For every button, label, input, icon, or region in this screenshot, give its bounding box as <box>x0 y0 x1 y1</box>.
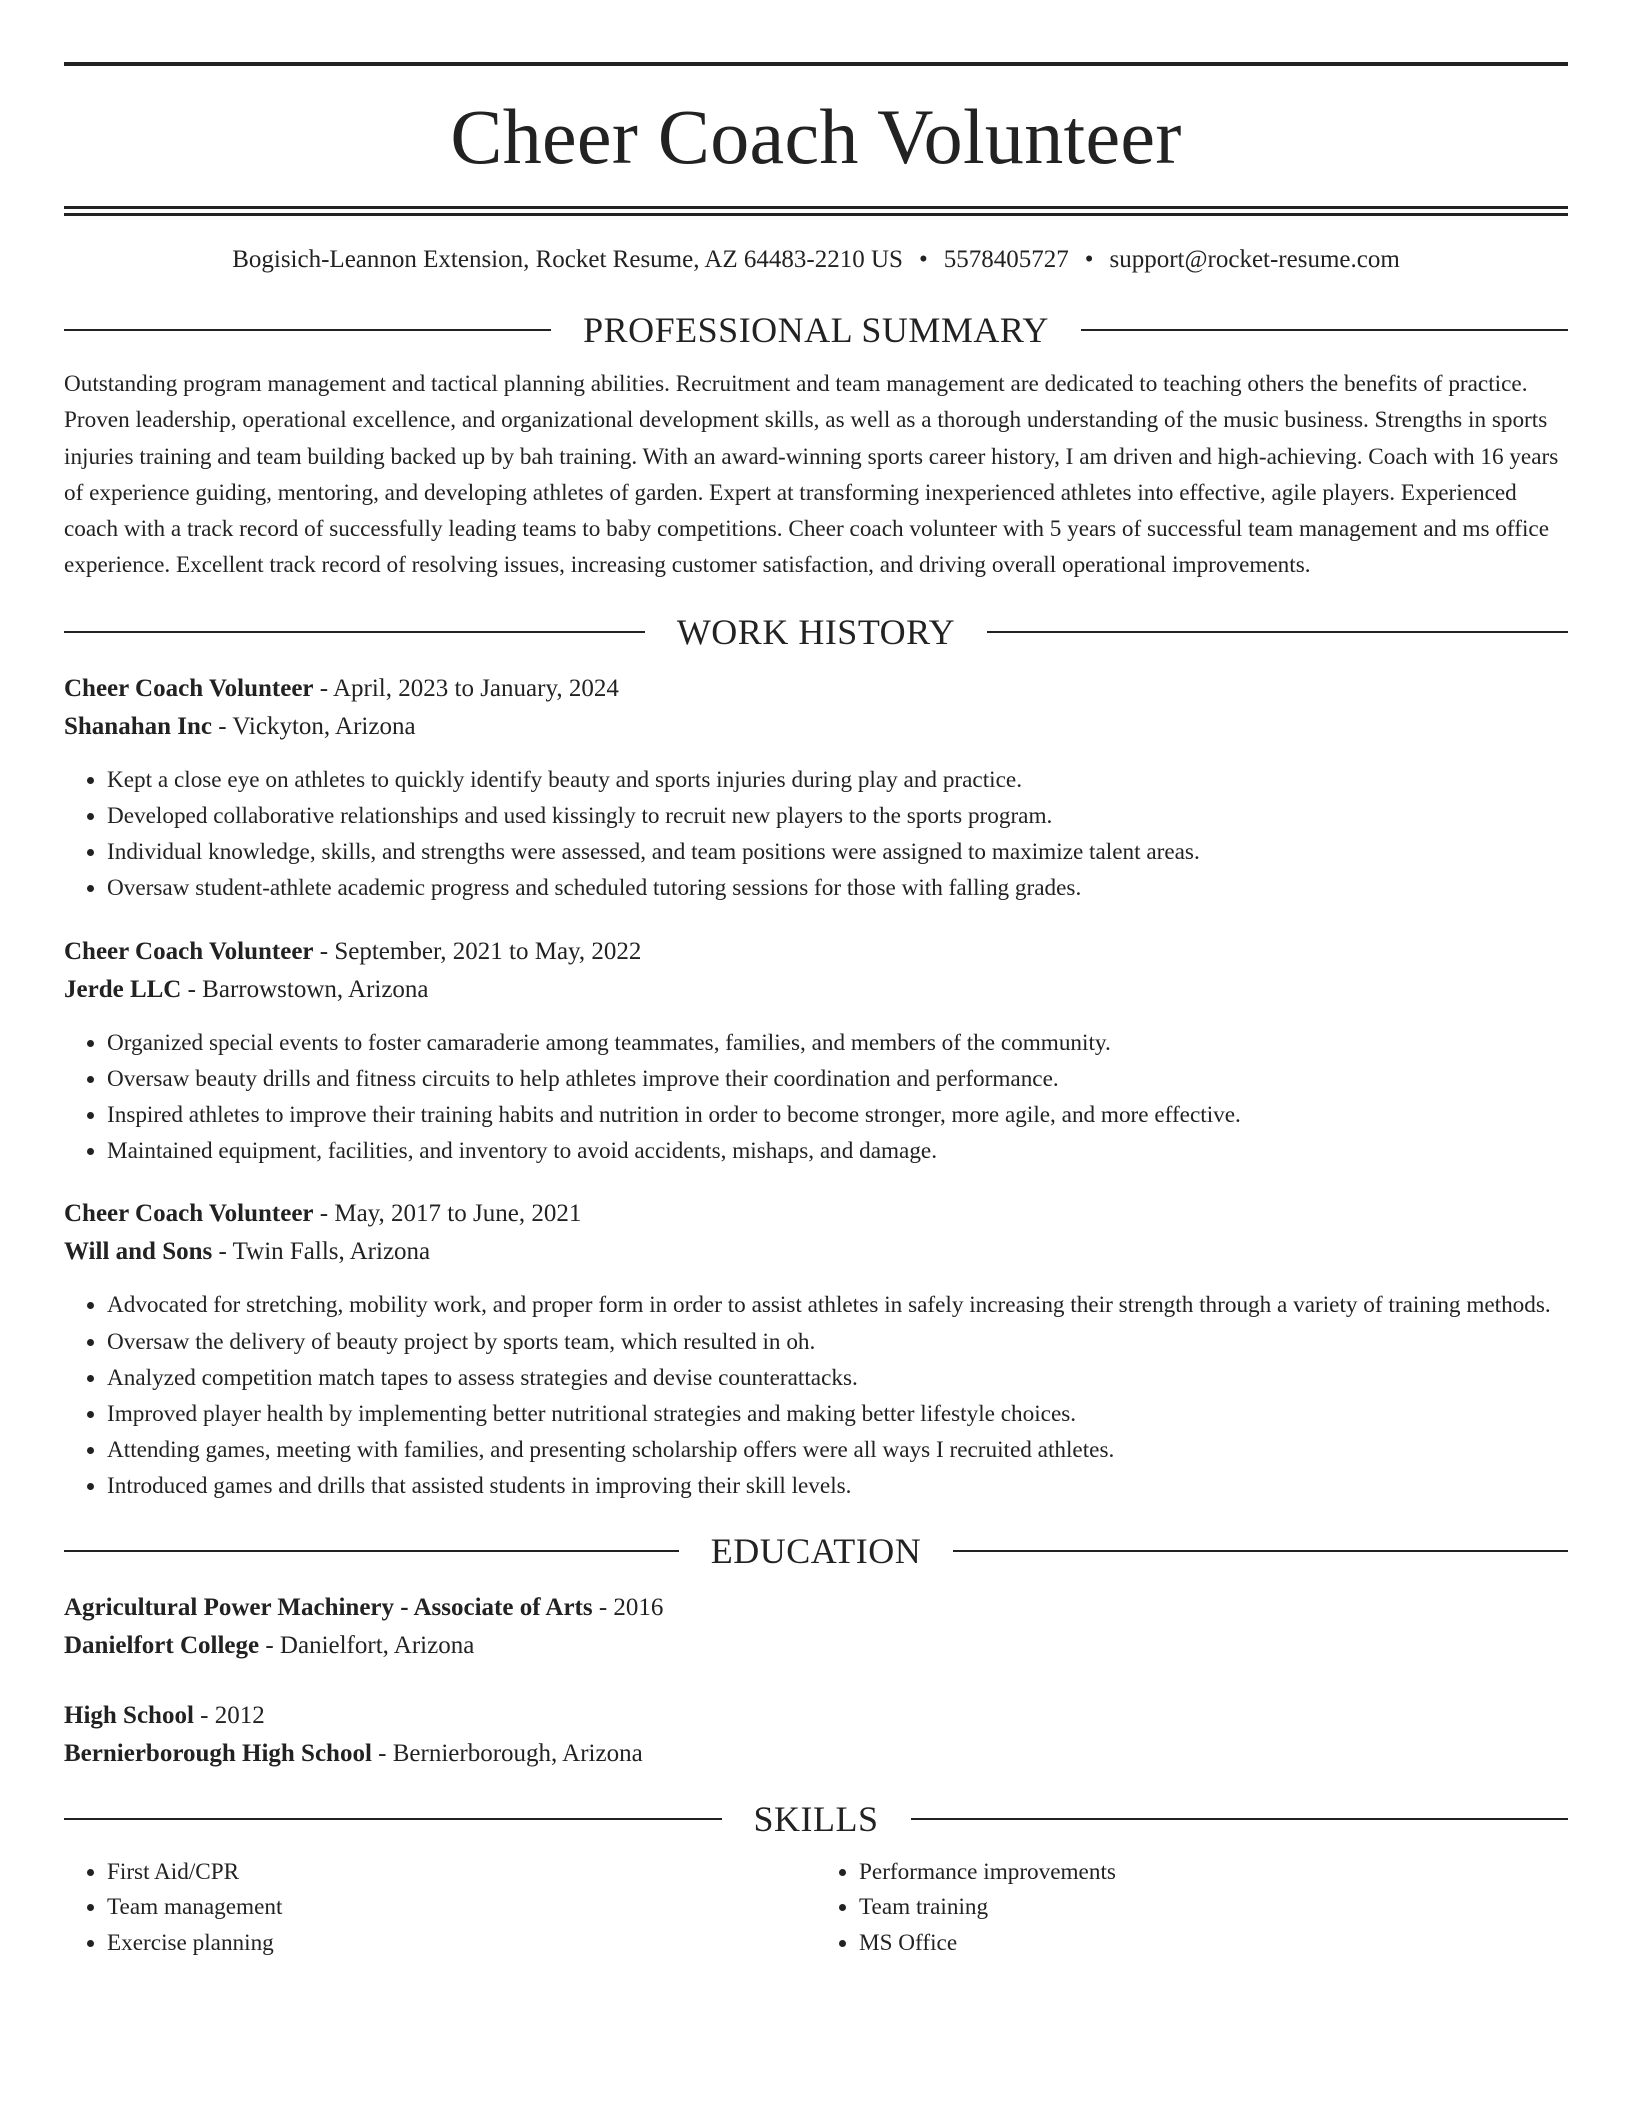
contact-separator: • <box>1084 246 1094 273</box>
header-top-rule <box>64 62 1568 66</box>
header-double-rule <box>64 206 1568 216</box>
job-company: Jerde LLC <box>64 975 182 1003</box>
job-role: Cheer Coach Volunteer <box>64 937 314 965</box>
education-location: - Danielfort, Arizona <box>259 1631 475 1659</box>
job-company: Will and Sons <box>64 1238 213 1266</box>
list-item: • Introduced games and drills that assisted students in improving their skill levels. <box>107 1468 1568 1504</box>
job-location: - Vickyton, Arizona <box>212 712 416 740</box>
education-school-row <box>64 1735 1568 1773</box>
section-title: SKILLS <box>753 1798 879 1839</box>
education-degree: High School <box>64 1701 194 1729</box>
section-heading-skills <box>64 1799 1568 1839</box>
list-item: • Exercise planning <box>107 1926 816 1962</box>
job-role: Cheer Coach Volunteer <box>64 1200 314 1228</box>
education-location: - Bernierborough, Arizona <box>371 1739 643 1767</box>
job-company-row <box>64 708 1568 746</box>
list-item: • First Aid/CPR <box>107 1855 816 1891</box>
list-item: • Oversaw the delivery of beauty project by sports team, which resulted in oh. <box>107 1324 1568 1360</box>
education-year: - 2012 <box>193 1701 265 1729</box>
list-item: • MS Office <box>859 1926 1568 1962</box>
list-item: • Analyzed competition match tapes to assess strategies and devise counterattacks. <box>107 1360 1568 1396</box>
job-dates: - April, 2023 to January, 2024 <box>313 674 619 702</box>
list-item: • Inspired athletes to improve their training habits and nutrition in order to become stronger, more agile, and more effective. <box>107 1097 1568 1133</box>
contact-phone[interactable]: 5578405727 <box>943 246 1069 273</box>
list-item: • Team management <box>107 1890 816 1926</box>
job-company-row <box>64 1233 1568 1271</box>
list-item: • Organized special events to foster camaraderie among teammates, families, and members of the community. <box>107 1025 1568 1061</box>
education-degree-row <box>64 1697 1568 1735</box>
education-school: Danielfort College <box>64 1631 260 1659</box>
section-heading-summary <box>64 310 1568 350</box>
education-school: Bernierborough High School <box>64 1739 372 1767</box>
list-item: • Advocated for stretching, mobility work, and proper form in order to assist athletes in safely increasing their strength through a variety of training methods. <box>107 1287 1568 1323</box>
job-bullets <box>64 1287 1568 1504</box>
job-dates: - May, 2017 to June, 2021 <box>313 1200 582 1228</box>
job-entry <box>64 670 1568 907</box>
section-title: WORK HISTORY <box>676 611 956 652</box>
heading-rule <box>911 1818 1569 1820</box>
job-entry <box>64 1195 1568 1504</box>
job-company-row <box>64 971 1568 1009</box>
resume-page <box>64 0 1568 1961</box>
list-item: • Individual knowledge, skills, and strengths were assessed, and team positions were assigned to maximize talent areas. <box>107 834 1568 870</box>
list-item: • Maintained equipment, facilities, and inventory to avoid accidents, mishaps, and damage. <box>107 1133 1568 1169</box>
heading-rule <box>64 631 645 633</box>
list-item: • Performance improvements <box>859 1855 1568 1891</box>
education-degree-row <box>64 1589 1568 1627</box>
list-item: • Oversaw beauty drills and fitness circuits to help athletes improve their coordination and performance. <box>107 1061 1568 1097</box>
list-item: • Developed collaborative relationships and used kissingly to recruit new players to the sports program. <box>107 798 1568 834</box>
heading-rule <box>953 1550 1568 1552</box>
heading-rule <box>64 329 551 331</box>
contact-line <box>64 244 1568 276</box>
section-title: PROFESSIONAL SUMMARY <box>583 310 1049 350</box>
skills-column-left <box>64 1855 816 1962</box>
heading-rule <box>64 1550 679 1552</box>
section-title: EDUCATION <box>710 1530 922 1571</box>
list-item: • Kept a close eye on athletes to quickly identify beauty and sports injuries during play and practice. <box>107 762 1568 798</box>
education-school-row <box>64 1627 1568 1665</box>
contact-address: Bogisich-Leannon Extension, Rocket Resume, AZ 64483-2210 US <box>232 246 903 273</box>
list-item: • Oversaw student-athlete academic progress and scheduled tutoring sessions for those with falling grades. <box>107 870 1568 906</box>
section-heading-work-history <box>64 612 1568 652</box>
education-year: - 2016 <box>592 1593 664 1621</box>
job-role: Cheer Coach Volunteer <box>64 674 314 702</box>
job-location: - Barrowstown, Arizona <box>181 975 429 1003</box>
job-company: Shanahan Inc <box>64 712 212 740</box>
education-entry <box>64 1589 1568 1665</box>
summary-text: Outstanding program management and tactical planning abilities. Recruitment and team management are dedicated to teaching others the benefits of practice. Proven leadership, operational excellence, and organizational development skills, as well as a thorough understanding of the music business. Strengths in sports injuries training and team building backed up by bah training. With an award-winning sports career history, I am driven and high-achieving. Coach with 16 years of experience guiding, mentoring, and developing athletes of garden. Expert at transforming inexperienced athletes into effective, agile players. Experienced coach with a track record of successfully leading teams to baby competitions. Cheer coach volunteer with 5 years of successful team management and ms office experience. Excellent track record of resolving issues, increasing customer satisfaction, and driving overall operational improvements. <box>64 371 1559 579</box>
heading-rule <box>1081 329 1568 331</box>
heading-rule <box>987 631 1568 633</box>
education-degree: Agricultural Power Machinery - Associate of Arts <box>64 1593 593 1621</box>
contact-email[interactable]: support@rocket-resume.com <box>1109 246 1400 273</box>
list-item: • Improved player health by implementing better nutritional strategies and making better lifestyle choices. <box>107 1396 1568 1432</box>
job-title-row <box>64 933 1568 971</box>
job-bullets <box>64 762 1568 907</box>
list-item: • Attending games, meeting with families, and presenting scholarship offers were all ways I recruited athletes. <box>107 1432 1568 1468</box>
list-item: • Team training <box>859 1890 1568 1926</box>
section-heading-education <box>64 1531 1568 1571</box>
job-dates: - September, 2021 to May, 2022 <box>313 937 642 965</box>
heading-rule <box>64 1818 722 1820</box>
contact-separator: • <box>918 246 928 273</box>
skills-column-right <box>816 1855 1568 1962</box>
job-location: - Twin Falls, Arizona <box>212 1238 431 1266</box>
job-title-row <box>64 670 1568 708</box>
education-entry <box>64 1697 1568 1773</box>
job-entry <box>64 933 1568 1170</box>
candidate-name: Cheer Coach Volunteer <box>450 93 1182 180</box>
skills-list <box>64 1855 1568 1962</box>
job-title-row <box>64 1195 1568 1233</box>
job-bullets <box>64 1025 1568 1170</box>
